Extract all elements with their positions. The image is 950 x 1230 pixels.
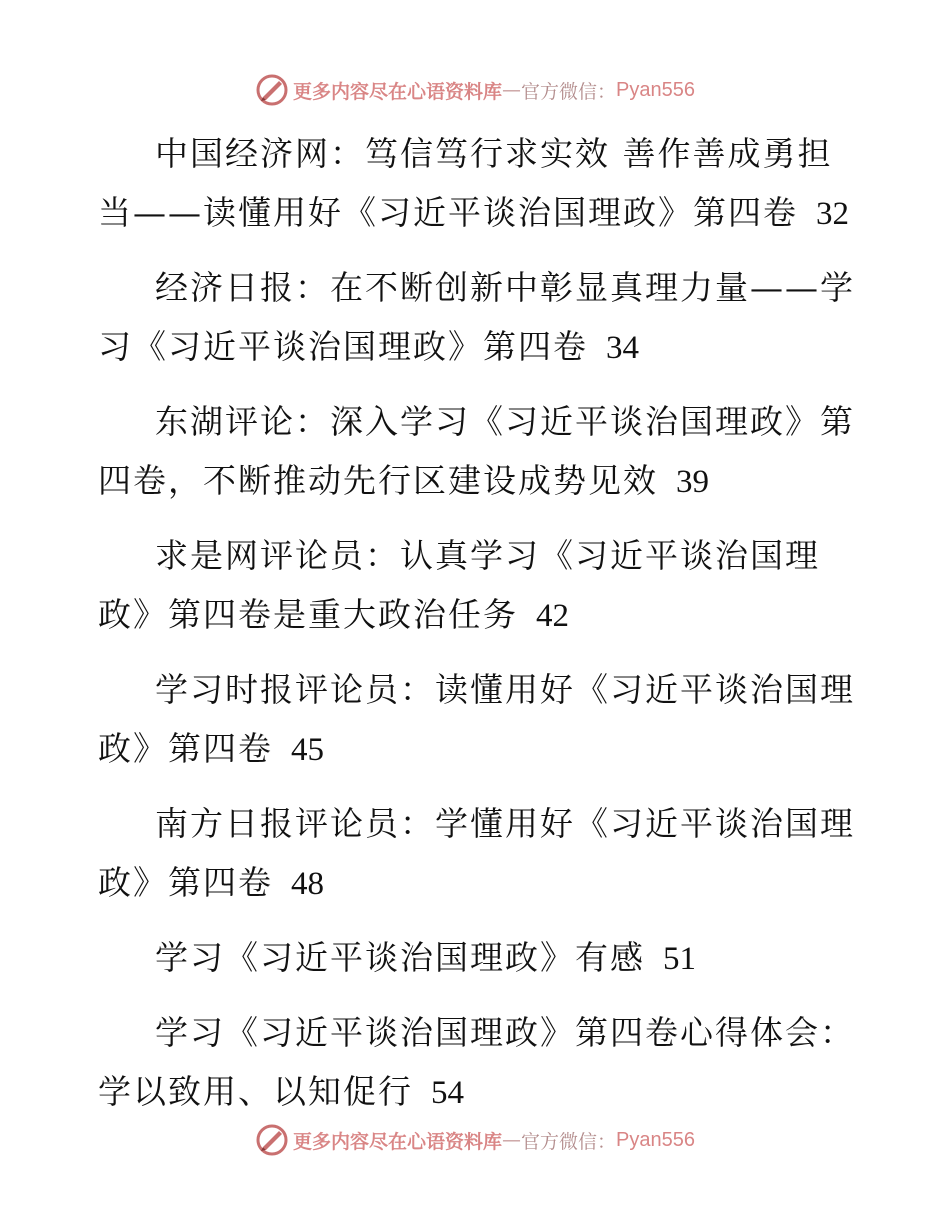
banner-sub-text: 官方微信： [521, 80, 617, 103]
toc-entry-page: 54 [431, 1075, 464, 1111]
toc-entry-page: 48 [291, 866, 324, 902]
pen-logo-icon [255, 1123, 289, 1157]
banner-separator: — [502, 1129, 522, 1151]
toc-entry-title: 东湖评论：深入学习《习近平谈治国理政》第四卷，不断推动先行区建设成势见效 [98, 402, 855, 500]
toc-entry-page: 42 [536, 598, 569, 634]
toc-entry-title: 学习《习近平谈治国理政》第四卷心得体会：学以致用、以知促行 [98, 1013, 855, 1111]
pen-logo-icon [255, 73, 289, 107]
toc-list [98, 124, 858, 1137]
toc-entry-title: 学习时报评论员：读懂用好《习近平谈治国理政》第四卷 [98, 670, 855, 768]
toc-entry [98, 392, 858, 512]
toc-entry [98, 794, 858, 914]
banner-sub-text: 官方微信： [521, 1130, 617, 1153]
toc-entry-page: 34 [606, 330, 639, 366]
toc-entry [98, 660, 858, 780]
banner-wechat-id: Pyan556 [616, 1128, 695, 1151]
toc-entry-title: 中国经济网：笃信笃行求实效 善作善成勇担当——读懂用好《习近平谈治国理政》第四卷 [98, 134, 833, 232]
banner-wechat-id: Pyan556 [616, 78, 695, 101]
toc-entry-page: 45 [291, 732, 324, 768]
toc-entry [98, 258, 858, 378]
toc-entry [98, 124, 858, 244]
banner-separator: — [502, 79, 522, 101]
header-banner [0, 70, 950, 110]
toc-entry-page: 51 [663, 941, 696, 977]
toc-entry [98, 526, 858, 646]
toc-entry-title: 求是网评论员：认真学习《习近平谈治国理政》第四卷是重大政治任务 [98, 536, 820, 634]
toc-entry-page: 39 [676, 464, 709, 500]
footer-banner [0, 1120, 950, 1160]
toc-entry-title: 学习《习近平谈治国理政》有感 [155, 938, 645, 977]
toc-entry-title: 经济日报：在不断创新中彰显真理力量——学习《习近平谈治国理政》第四卷 [98, 268, 855, 366]
toc-entry-title: 南方日报评论员：学懂用好《习近平谈治国理政》第四卷 [98, 804, 855, 902]
toc-entry-page: 32 [816, 196, 849, 232]
toc-entry [98, 1003, 858, 1123]
toc-entry [98, 928, 858, 989]
banner-main-text: 更多内容尽在心语资料库 [293, 80, 503, 103]
banner-main-text: 更多内容尽在心语资料库 [293, 1130, 503, 1153]
